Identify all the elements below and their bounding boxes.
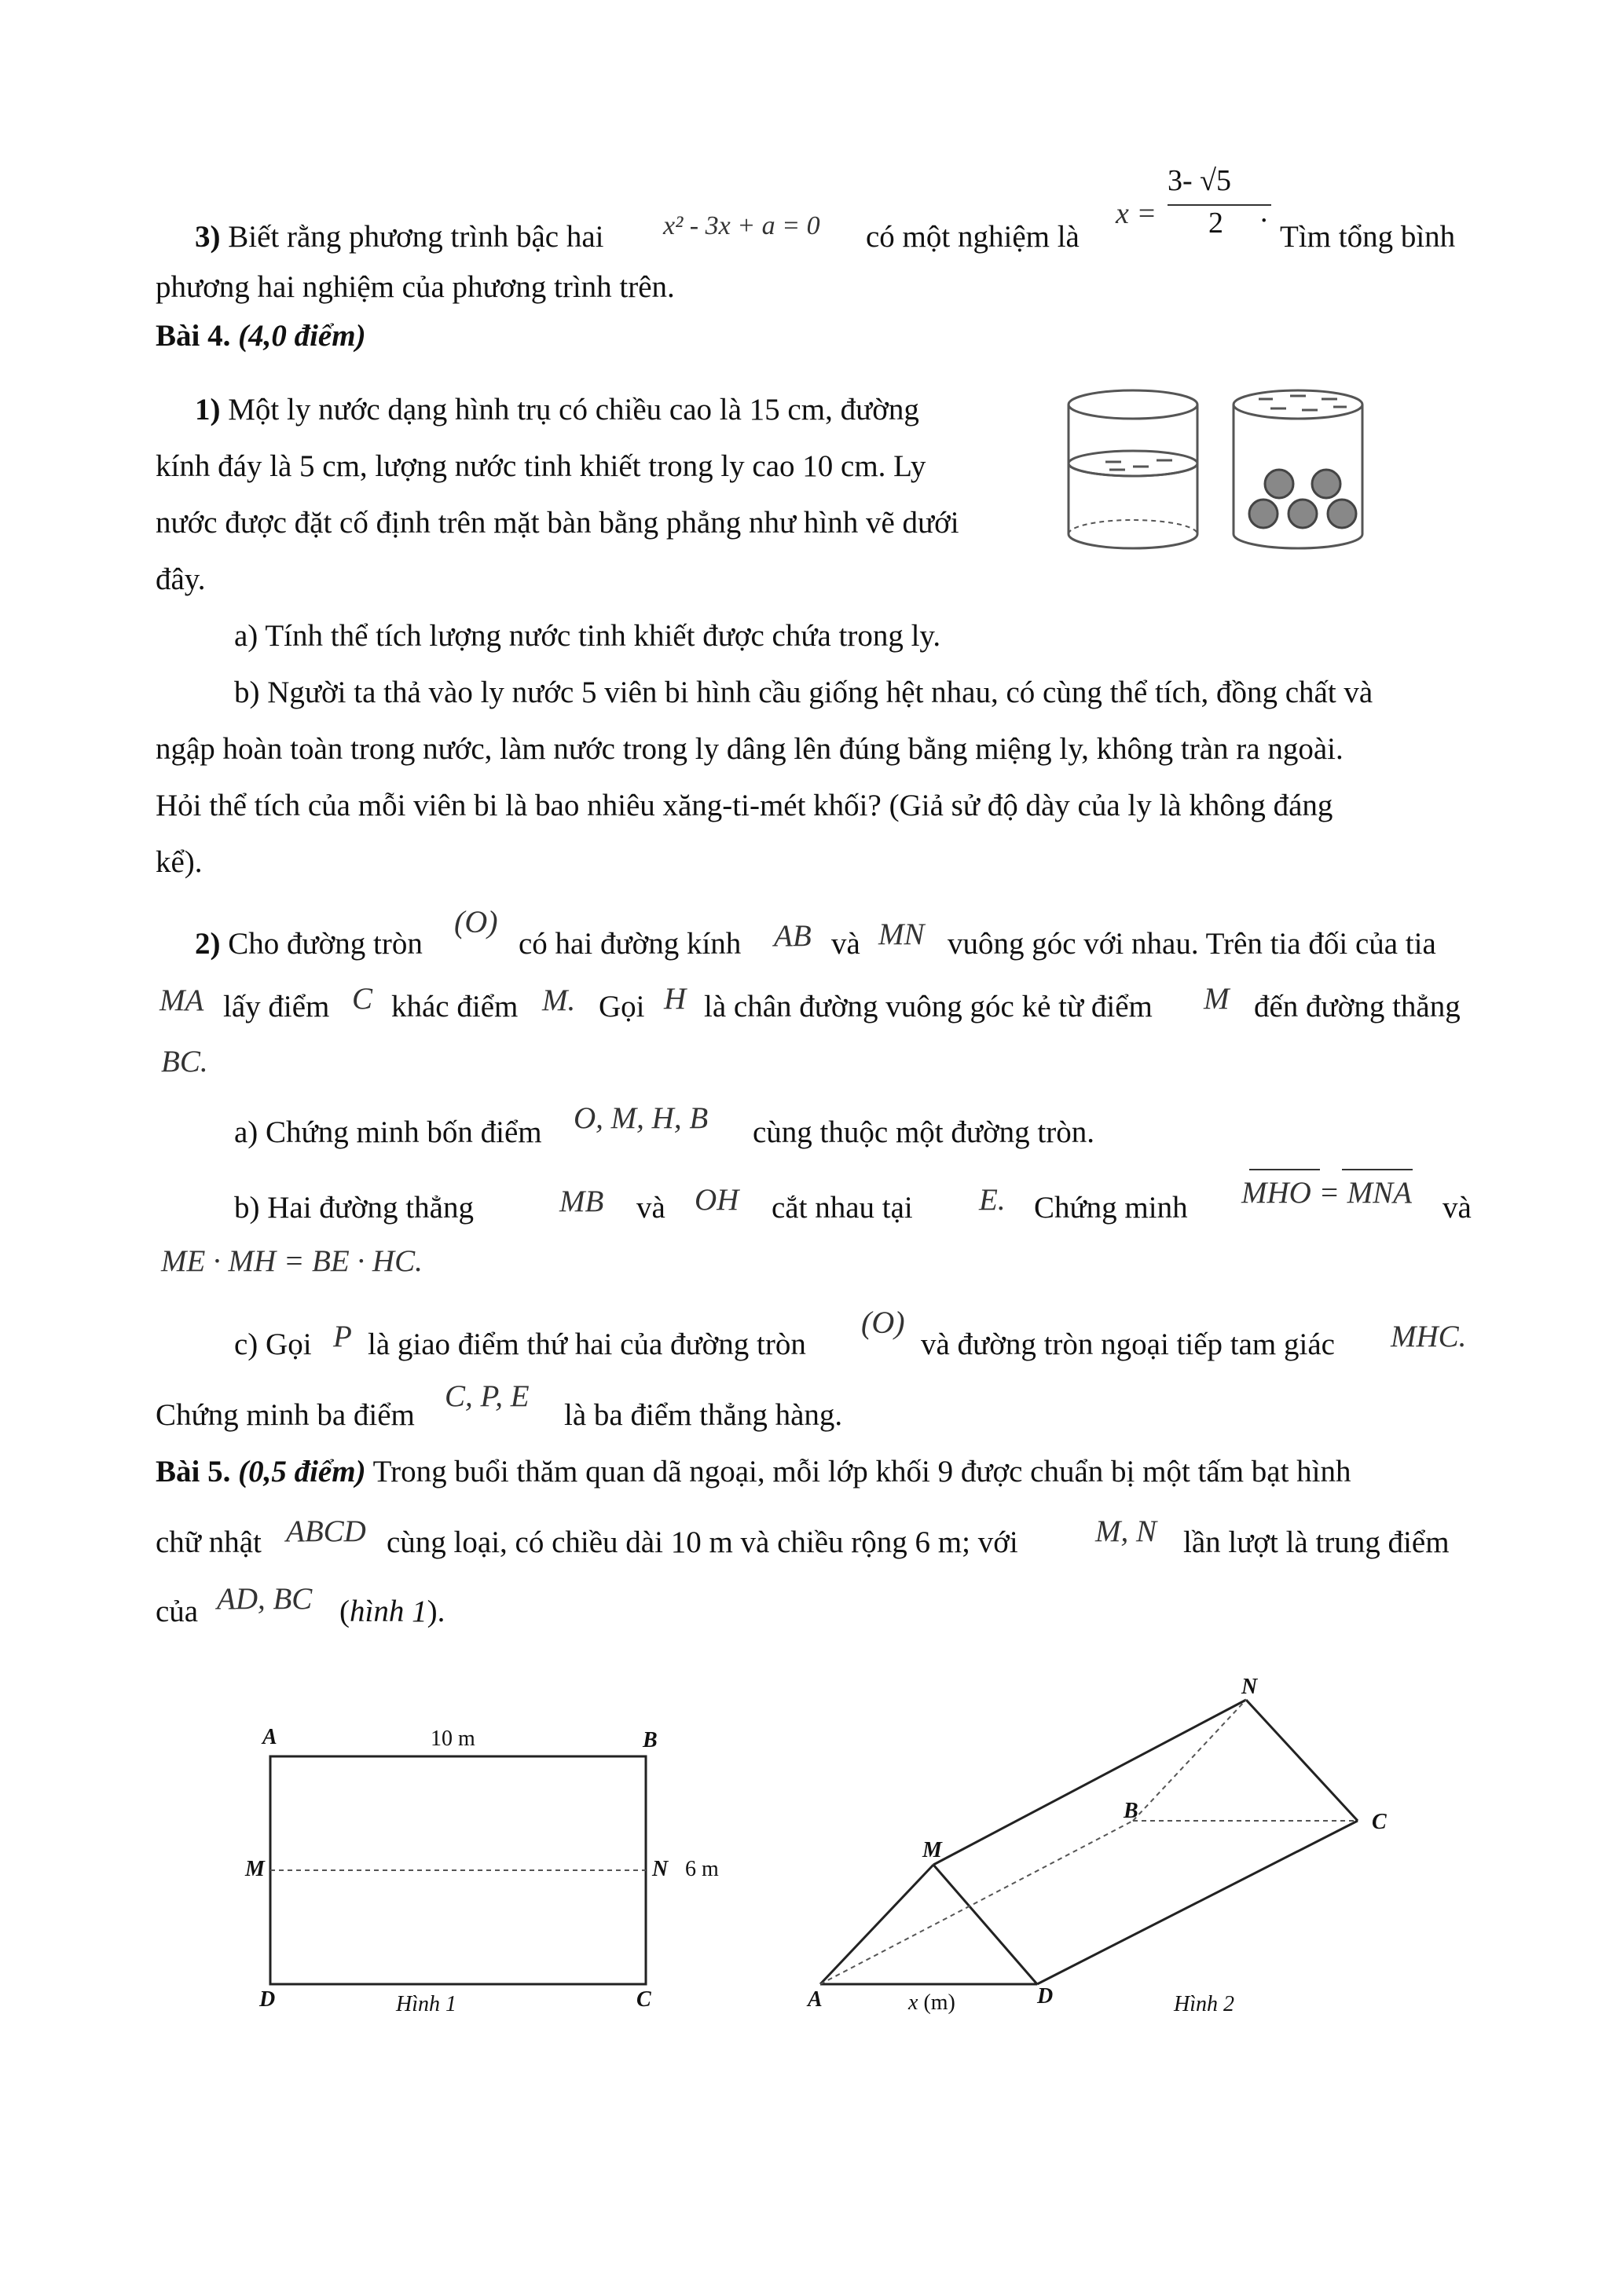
ray-MA: MA [159,983,204,1017]
triangle-MHC: MHC. [1391,1320,1467,1353]
rect-ABCD: ABCD [286,1514,366,1548]
bai5-t6 [339,1593,445,1631]
fig1-label-N: N [652,1857,669,1881]
bai4-q1-line1 [195,391,1009,429]
bai4-q1b-text1: b) Người ta thả vào ly nước 5 viên bi hình cầu giống hệt nhau, có cùng thể tích, đồng chất và [234,676,1373,709]
bai3-equation: x² - 3x + a = 0 [663,211,820,240]
four-points: O, M, H, B [574,1101,709,1135]
bai4-q1-text1: Một ly nước dạng hình trụ có chiều cao là 15 cm, đường [228,393,919,427]
fig1-label-B: B [643,1728,658,1752]
bai4-q2a-t2: cùng thuộc một đường tròn. [753,1115,1094,1149]
bai4-q1b-line2 [156,731,1483,768]
bai4-q2-t4: vuông góc với nhau. Trên tia đối của tia [948,927,1436,961]
line-MB: MB [559,1185,604,1218]
bai4-q2c-t1: c) Gọi [234,1327,312,1361]
circle-O: (O) [454,904,498,939]
bai4-title: Bài 4. [156,319,231,353]
line-BC: BC. [161,1045,208,1078]
point-P: P [333,1320,352,1353]
paren-open: ( [339,1595,350,1628]
bai4-q1b-line3 [156,787,1483,825]
bai3-q3-text1: Biết rằng phương trình bậc hai [228,220,604,254]
bai4-q1b-text2: ngập hoàn toàn trong nước, làm nước trong ly dâng lên đúng bằng miệng ly, không tràn ra ngoài. [156,732,1344,766]
bai4-q1a: a) Tính thể tích lượng nước tinh khiết được chứa trong ly. [234,619,941,653]
bai4-q2c-t2: là giao điểm thứ hai của đường tròn [368,1327,806,1361]
fig2-x-unit: (m) [923,1990,955,2015]
bai3-q3-line1 [195,218,603,256]
diameter-AB: AB [774,919,812,953]
bai4-q2b-t3: cắt nhau tại [772,1191,913,1225]
edge-DC [1037,1821,1358,1984]
bai3-q3-text3: Tìm tổng bình [1280,220,1456,254]
fig2-label-D: D [1037,1984,1054,2009]
midpoints-MN: M, N [1095,1514,1157,1548]
bai4-q2-t5: lấy điểm [223,990,330,1023]
bai4-q1b-line1 [234,674,1483,712]
bai4-q2-t8: là chân đường vuông góc kẻ từ điểm [704,990,1153,1023]
bai4-q1-line3 [156,504,1009,542]
bai4-q2-t9: đến đường thẳng [1254,990,1461,1023]
bai4-q2-t3: và [831,927,860,961]
root-numerator: 3- √5 [1168,164,1232,197]
edge-MD [933,1865,1037,1984]
cup1-top [1069,390,1197,419]
bai4-q2-t1: Cho đường tròn [228,927,423,961]
bai4-q2-label-text [195,925,423,963]
bai4-q2b-t1: b) Hai đường thẳng [234,1191,474,1225]
bai4-q2-t2: có hai đường kính [519,927,742,961]
bai4-q1b-line4: kể). [156,845,203,879]
bai4-q2b-t5: và [1443,1191,1472,1225]
point-M: M. [542,983,576,1017]
fig2-label-C: C [1372,1810,1387,1834]
fig1-length: 10 m [431,1727,475,1751]
bai4-q2b-t4: Chứng minh [1034,1191,1188,1225]
bai3-q3-line2: phương hai nghiệm của phương trình trên. [156,270,675,304]
edge-AM [820,1865,933,1984]
bai5-title: Bài 5. [156,1455,231,1489]
paren-close: ). [427,1595,445,1628]
bai4-q2-t7: Gọi [599,990,645,1023]
fig2-caption: Hình 2 [1174,1992,1234,2016]
bai5-t2: chữ nhật [156,1525,262,1559]
sides-AD-BC: AD, BC [217,1582,313,1616]
fig1-caption: Hình 1 [396,1992,456,2016]
fig1-label-C: C [636,1987,651,2012]
bai4-q1-line4: đây. [156,562,206,596]
root-dot: . [1260,196,1268,229]
figure-2-prism [786,1665,1414,2011]
fig1-label-M: M [245,1857,265,1881]
edge-NC [1246,1700,1358,1821]
edge-BN-hidden [1133,1700,1246,1821]
bai4-heading [156,317,366,355]
product-equation: ME · MH = BE · HC. [161,1244,423,1278]
fig2-label-A: A [808,1987,823,2012]
bai4-q1b-text3: Hỏi thể tích của mỗi viên bi là bao nhiêu xăng-ti-mét khối? (Giả sử độ dày của ly là không đáng [156,789,1333,822]
root-lhs: x = [1116,197,1157,230]
fig1-label-A: A [262,1725,277,1749]
line-OH: OH [695,1183,739,1217]
bai4-q2-label: 2) [195,927,221,961]
ref-hinh1: hình 1 [350,1595,427,1628]
point-M-2: M [1204,982,1230,1016]
bai4-q2-t6: khác điểm [391,990,519,1023]
point-E: E. [979,1183,1006,1217]
point-H: H [664,982,687,1016]
circle-O-2: (O) [861,1305,905,1340]
bai4-q2a-t1: a) Chứng minh bốn điểm [234,1115,542,1149]
bai4-q2c-t3: và đường tròn ngoại tiếp tam giác [921,1327,1335,1361]
fig2-label-N: N [1241,1675,1258,1699]
bai4-q1-text3: nước được đặt cố định trên mặt bàn bằng phẳng như hình vẽ dưới [156,506,959,540]
three-points: C, P, E [445,1379,530,1413]
bai5-t3: cùng loại, có chiều dài 10 m và chiều rộng 6 m; với [387,1525,1018,1559]
bai4-q1-text2: kính đáy là 5 cm, lượng nước tinh khiết trong ly cao 10 cm. Ly [156,449,926,483]
angle-arc-2 [1342,1169,1413,1170]
marbles [1249,470,1356,528]
cup2-top [1234,390,1362,419]
fig2-x-label [908,1990,955,2016]
bai5-t4: lần lượt là trung điểm [1183,1525,1450,1559]
edge-MN [933,1700,1246,1865]
bai4-q2b-t2: và [636,1191,665,1225]
fig2-label-B: B [1124,1799,1138,1823]
bai5-t5: của [156,1595,199,1628]
bai4-q1-line2 [156,448,1009,485]
bai4-q1-label: 1) [195,393,221,427]
diameter-MN: MN [878,917,925,951]
bai4-q2c-t4: Chứng minh ba điểm [156,1398,415,1432]
bai5-points: (0,5 điểm) [238,1455,366,1489]
cylinders-figure [1062,385,1377,558]
bai4-q2c-t5: là ba điểm thẳng hàng. [564,1398,843,1432]
bai3-q3-text2: có một nghiệm là [866,220,1080,254]
fig1-label-D: D [259,1987,276,2012]
fig2-x-var: x [908,1990,918,2015]
fig1-width: 6 m [685,1857,719,1881]
point-C: C [352,982,373,1016]
bai4-points: (4,0 điểm) [238,319,366,353]
fig2-label-M: M [922,1838,942,1862]
angle-arc-1 [1249,1169,1320,1170]
bai5-line1 [156,1453,1351,1491]
angle-equality: MHO = MNA [1241,1176,1412,1210]
angle-equation [1241,1169,1422,1216]
root-denominator: 2 [1208,207,1223,240]
bai5-t1: Trong buổi thăm quan dã ngoại, mỗi lớp khối 9 được chuẩn bị một tấm bạt hình [372,1455,1351,1489]
bai3-q3-label: 3) [195,220,221,254]
